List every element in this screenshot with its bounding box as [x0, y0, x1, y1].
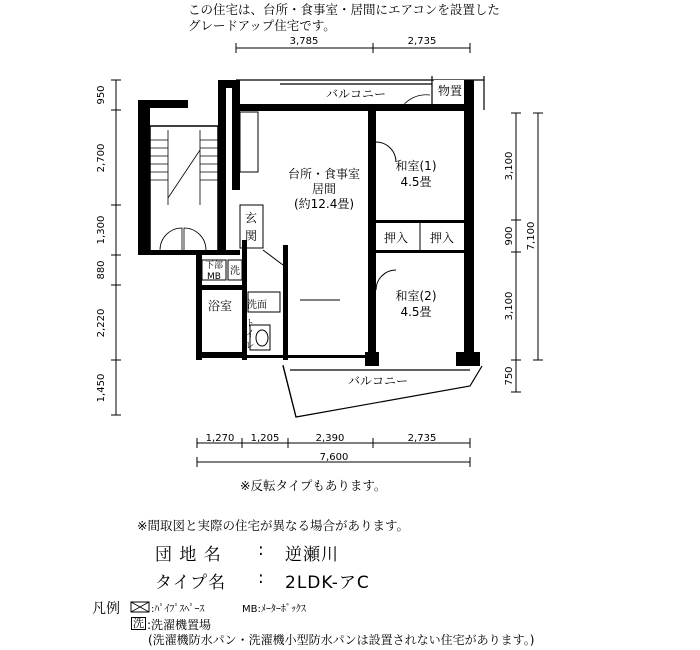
disclaimer-note: ※間取図と実際の住宅が異なる場合があります。	[137, 518, 409, 533]
type-value: 2LDK-アC	[285, 573, 370, 593]
top-note-line1: この住宅は、台所・食事室・居間にエアコンを設置した	[188, 2, 500, 17]
legend-mb: MB:ﾒｰﾀｰﾎﾞｯｸｽ	[242, 604, 306, 615]
type-label: タイプ名	[155, 573, 227, 593]
washitsu1-label-line1: 和室(1)	[395, 159, 437, 173]
bath-label: 浴室	[207, 299, 233, 313]
mb-label: MB	[207, 272, 221, 282]
ldk-label-line3: (約12.4畳)	[293, 197, 355, 211]
dim-right-total: 7,100	[526, 221, 537, 251]
legend-pipe-space: :ﾊﾟｲﾌﾟｽﾍﾟｰｽ	[151, 604, 205, 615]
dim-left-1: 950	[96, 85, 107, 105]
genkan-label-b: 関	[244, 229, 258, 243]
dim-bottom-1: 1,270	[205, 433, 235, 444]
shimobu-label: 下部	[204, 261, 224, 271]
balcony-north-label: バルコニー	[325, 87, 387, 101]
estate-sep: :	[258, 540, 265, 560]
dim-bottom-3: 2,390	[315, 433, 345, 444]
legend-laundry: :洗濯機置場	[147, 618, 212, 632]
dim-bottom-total: 7,600	[319, 452, 349, 463]
oshiire-a-label: 押入	[383, 231, 409, 245]
dim-left-4: 880	[96, 260, 107, 280]
dim-top-2: 2,735	[407, 36, 437, 47]
estate-value: 逆瀬川	[285, 545, 339, 565]
dim-left-6: 1,450	[96, 373, 107, 403]
estate-label: 団 地 名	[155, 545, 222, 565]
dim-right-1: 3,100	[504, 151, 515, 181]
top-note-line2: グレードアップ住宅です。	[188, 18, 336, 33]
washitsu2-label-line2: 4.5畳	[400, 305, 432, 319]
storage-label: 物置	[437, 84, 463, 98]
legend-laundry-note: (洗濯機防水パン・洗濯機小型防水パンは設置されない住宅があります。)	[148, 633, 535, 647]
washroom-label: 洗面	[247, 300, 267, 311]
balcony-south-railing	[283, 365, 482, 417]
dim-right-3: 3,100	[504, 291, 515, 321]
dim-bottom-4: 2,735	[407, 433, 437, 444]
estate-row	[155, 540, 222, 565]
ldk-label-line2: 居間	[311, 182, 337, 196]
sen-label: 洗	[230, 266, 240, 277]
stairwell	[150, 126, 218, 252]
pipe-space-icon	[130, 601, 150, 613]
dim-left-5: 2,220	[96, 308, 107, 338]
toilet-label-b: イ	[245, 330, 255, 340]
washitsu1-label-line2: 4.5畳	[400, 175, 432, 189]
dim-left-3: 1,300	[96, 215, 107, 245]
washitsu2-label-line1: 和室(2)	[395, 289, 437, 303]
dim-right-2: 900	[504, 226, 515, 246]
type-sep: :	[258, 568, 265, 588]
laundry-mark: 洗	[133, 617, 144, 630]
reversed-note: ※反転タイプもあります。	[240, 478, 387, 493]
dim-top-1: 3,785	[289, 36, 319, 47]
ldk-label-line1: 台所・食事室	[287, 167, 361, 181]
dim-bottom-2: 1,205	[250, 433, 280, 444]
oshiire-b-label: 押入	[429, 231, 455, 245]
toilet-label-a: ト	[245, 319, 255, 329]
legend-title: 凡例	[92, 601, 120, 617]
dim-right-4: 750	[504, 366, 515, 386]
toilet-label-c: レ	[245, 341, 255, 351]
genkan-label-a: 玄	[244, 211, 258, 225]
dim-left-2: 2,700	[96, 143, 107, 173]
balcony-south-label: バルコニー	[347, 374, 409, 388]
